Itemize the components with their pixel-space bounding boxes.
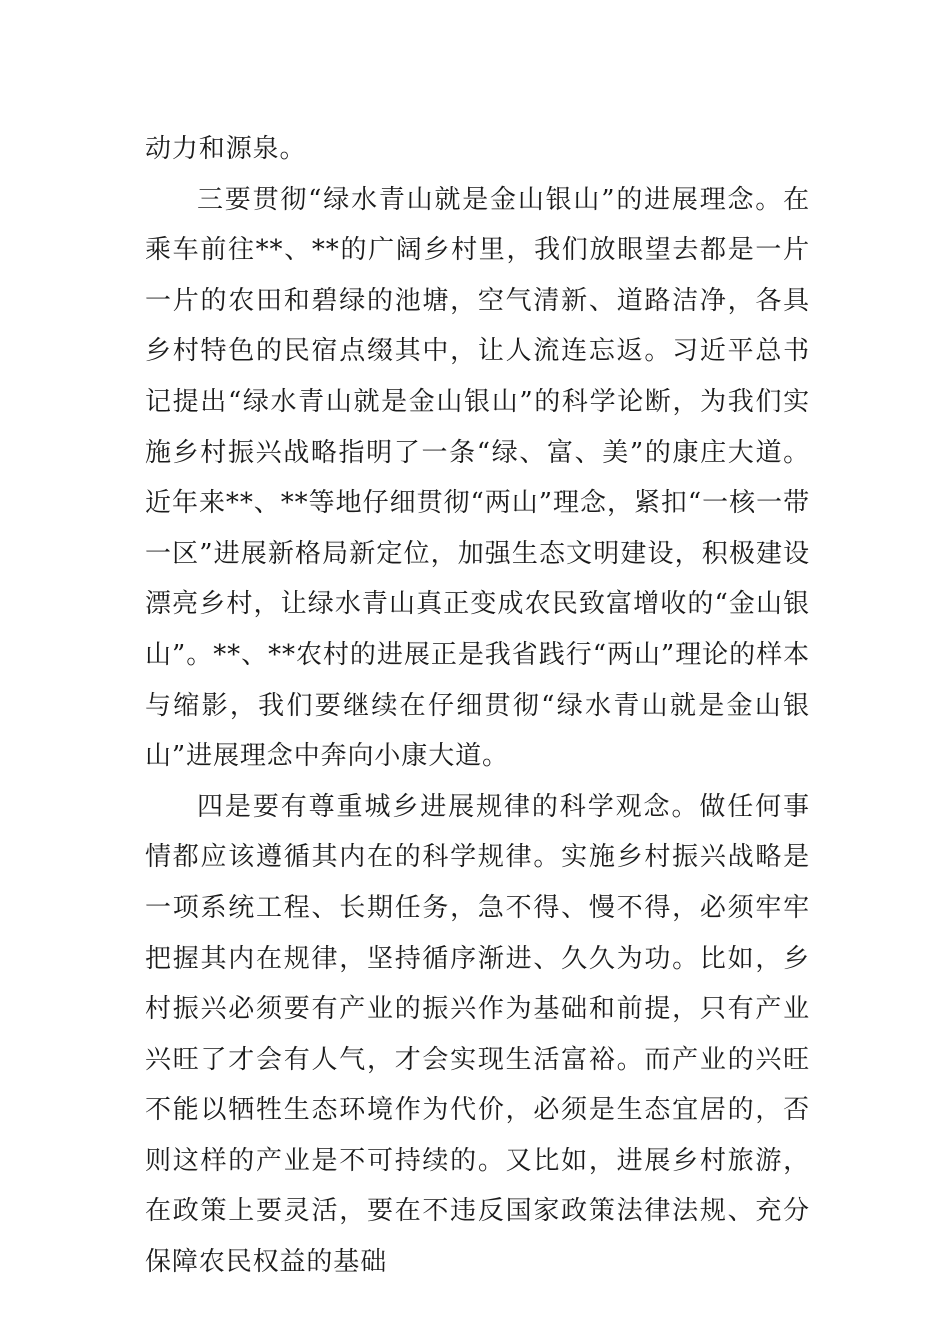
paragraph-continuation: 动力和源泉。 xyxy=(145,134,307,164)
paragraph-point-three: 三要贯彻“绿水青山就是金山银山”的进展理念。在乘车前往**、**的广阔乡村里，我们放眼望去都是一片一片的农田和碧绿的池塘，空气清新、道路洁净，各具乡村特色的民宿点缀其中，让人流连忘返。习近平总书记提出“绿水青山就是金山银山”的科学论断，为我们实施乡村振兴战略指明了一条“绿、富、美”的康庄大道。近年来**、**等地仔细贯彻“两山”理念，紧扣“一核一带一区”进展新格局新定位，加强生态文明建设，积极建设漂亮乡村，让绿水青山真正变成农民致富增收的“金山银山”。**、**农村的进展正是我省践行“两山”理论的样本与缩影，我们要继续在仔细贯彻“绿水青山就是金山银山”进展理念中奔向小康大道。 xyxy=(145,184,810,772)
document-body xyxy=(145,124,810,1288)
paragraph-point-four: 四是要有尊重城乡进展规律的科学观念。做任何事情都应该遵循其内在的科学规律。实施乡村振兴战略是一项系统工程、长期任务，急不得、慢不得，必须牢牢把握其内在规律，坚持循序渐进、久久为功。比如，乡村振兴必须要有产业的振兴作为基础和前提，只有产业兴旺了才会有人气，才会实现生活富裕。而产业的兴旺不能以牺牲生态环境作为代价，必须是生态宜居的，否则这样的产业是不可持续的。又比如，进展乡村旅游，在政策上要灵活，要在不违反国家政策法律法规、充分保障农民权益的基础 xyxy=(145,791,810,1278)
